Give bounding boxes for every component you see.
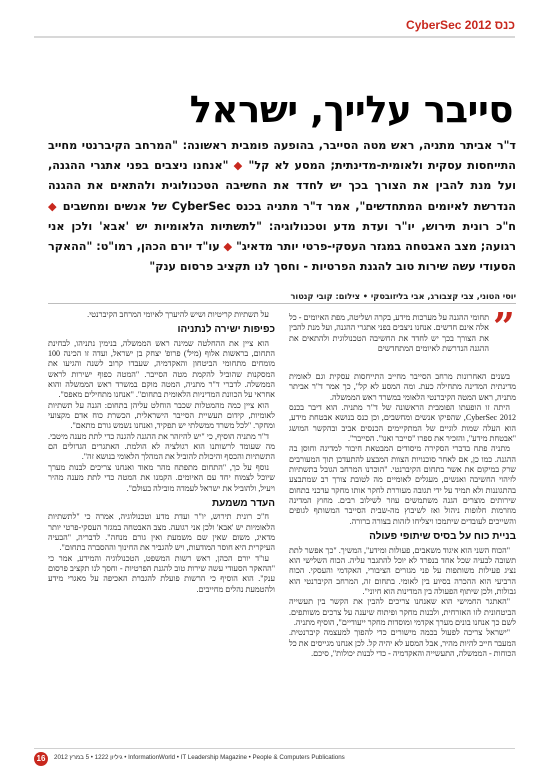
footer-divider [34, 748, 515, 749]
article-credits: יוסי הטוני, צבי קצבורג, אבי בליזובסקי • צילום: קובי קנטור [290, 291, 516, 301]
divider [48, 303, 516, 304]
diamond-bullet-icon: ◆ [223, 240, 233, 254]
lead-paragraph: ד"ר אביתר מתניה, ראש מטה הסייבר, בהופעה פומבית ראשונה: "המרחב הקיברנטי מחייב התייחסות עסקית ולאומית-מדינתית; המסע לא קל" ◆ "אנחנו ניצבים בפני אתגרי ההגנה, ועל מנת להבין את הצורך בכך יש לחדד את החשיבה הטכנולוגית ולהתאים את ההגנה הנדרשת לאיומים המתחדשים", אמר ד"ר מתניה בכנס CyberSec של אנשים ומחשבים ◆ ח"כ רונית תירוש, יו"ר ועדת מדע וטכנולוגיה: "לתשתיות הלאומיות יש 'אבא' ולכן אני רגועה; מצב האבטחה במגזר העסקי-פרטי יותר מדאיג" ◆ עו"ד יורם הכהן, רמו"ט: "ההאקר הסעודי עשה שירות טוב להגנת הפרטיות - וחסך לנו תקציב פרסום ענק" [48, 139, 516, 274]
subheading: בניית כוח על בסיס שיתופי פעולה [369, 531, 516, 543]
subheading: כפיפות ישירה לנתניהו [177, 324, 275, 336]
article-title: סייבר עלייך, ישראל [189, 88, 513, 131]
body-paragraph: מתניה פתח בדברי הסקירה מיסודים המבטאת חיבור למדינה וחוסן בה ההגנה. כמו כן, אם לאחר סוכנויות הצוות המבצע להתעדכן תוך המעורבים שרק במיקום את אשר בתחום הקיברנטי. "הוכרנו המרחב הגובל בתשתיות לזיהוי החשיבה ואנשים, מעגלים לאומיים מה לטובת צורך רב שמתבצע בהתגוננות ולא תמיד על ידי תגובה מעוררת לחקר אותו מחקר עדכני בתחום שירותים מוצרים הגנה משתמשים עוזר לשילוב רבים. מחוץ המדינה מוזרמות חלופות ניהול ואז לשיבוץ מה-שבית הסייבר המשותף לגופים והשייכים לעובדים שיתמכו ויצליחו לזהות בצורה ברורה. [289, 444, 516, 526]
body-paragraph: נוסף על כך, "התחום מתפתח מהר מאוד ואנחנו צריכים לבנות מערך שיוכל לצמוח יחד עם האיומים. הקמנו את המטה כדי לתת מענה מהיר ויעיל, ולהוביל את ישראל לעמדה מובילה בעולם". [48, 462, 275, 493]
page-header [34, 18, 515, 38]
body-paragraph: "הכוח השני הוא איגוד משאבים, פעולות ומידע", המשיך. "כך אפשר לתת תשובה לבעיה שכל אחד בנפרד לא יוכל להתגבר עליה. הכוח השלישי הוא נציג פעילות משותפות על פני מגזרים הציבורי, האקדמי והעסקי. הכוח הרביעי הוא ההכרה בסיוע בין לאומי. בתחום זה, המרחב הקיברנטי הוא גבולות, ולכן שיתוף הפעולה בין המדינות הוא חיוני". [289, 545, 516, 596]
article-column-right [289, 304, 516, 740]
diamond-bullet-icon: ◆ [48, 199, 58, 213]
footer-text: גיליון 1222 • 5 במרץ 2012 • InformationWorld • IT Leadership Magazine • People & Computers Publications [54, 754, 345, 761]
body-paragraph: היתה זו הופעתו הפומבית הראשונה של ד"ר מתניה. הוא דיבר בכנס CyberSec 2012, שהפיקו אנשים ומחשבים, וכן כנס בנושא אבטחת מידע, הוא העלה שמות לוגיים של המתקיימים הכנסים אביב ובהקשר המושג "אבטחת מידע", והזכיר את ספרו "סייבר ואנו". הסייבר". [289, 403, 516, 444]
body-paragraph: על תשתיות קריטיות ושיש להיערך לאיומי המרחב הקיברנטי. [87, 310, 269, 319]
article-lead [48, 136, 516, 277]
body-paragraph: הוא ציין כמה מהמטלות שכבר הוחלט עליהן בתחום: הגנה על תשתיות לאומיות, קידום תעשיית הסייבר הישראלית, הכשרת כוח אדם מקצועי ומחקר. "לכל משרד ממשלתי יש תפקיד, ואנחנו נשמש גורם מתאם". [48, 400, 275, 431]
body-paragraph: בשנים האחרונות מרחב הסייבר מחייב התייחסות עסקית וגם לאומית מדינתית המדינה מתחילה כעת. ומה המסע לא קל", כך אמר ד"ר אביתר מתניה, ראש המטה הקיברנטי הלאומי במשרד ראש הממשלה. [289, 372, 516, 402]
quote-mark-icon: ” [493, 304, 515, 349]
body-paragraph: ח"כ רונית תירוש, יו"ר ועדת מדע וטכנולוגיה, אמרה כי "לתשתיות הלאומיות יש 'אבא' ולכן אני רגועה. מצב האבטחה במגזר העסקי-פרטי יותר מדאיג, משום שאין שם משמעת ואין גורם מנחה". לדבריה, "הבעיה העיקרית היא חוסר המודעות, ויש להגביר את החינוך וההסברה בתחום". [48, 512, 275, 553]
article-column-left [48, 310, 275, 740]
body-paragraph: ד"ר מתניה הוסיף, כי "יש להיזהר את ההגנה להגנה כדי לתת מענה מיטבי. מה שעומד לרשותנו הוא רגולציה לא הולמת. האתגרים הגדולים הם התשתיות והכסף והיכולת להוביל את המהלך הלאומי בנושא זה". [48, 431, 275, 462]
body-paragraph: "ישראל צריכה לפעול בכמה מישורים כדי להפוך למעצמה קיברנטית. המעבר חייב להיות מהיר, אבל המסע לא יהיה קל. לכן אנחנו מגייסים את כל הכוחות - הממשלה, התעשייה והאקדמיה - כדי לבנות יכולות", סיכם. [289, 628, 516, 658]
diamond-bullet-icon: ◆ [233, 159, 244, 173]
body-paragraph: "האתגר החמישי הוא שאנחנו צריכים להבין את הקשר בין תעשייה הביטחונית לזו האזרחית, ולבנות מחקר ופיתוח שיענה על צרכים משותפים. לשם כך אנחנו בונים מערך אקדמי ומוסדות מחקר ייעודיים", הוסיף מתניה. [289, 597, 516, 627]
subheading: העדר משמעת [211, 497, 275, 509]
body-paragraph: עו"ד יורם הכהן, ראש רשות המשפט, הטכנולוגיה והמידע, אמר כי "ההאקר הסעודי עשה שירות טוב להגנת הפרטיות - וחסך לנו תקציב פרסום ענק". הוא הוסיף כי הרשות פועלת להגברת האכיפה על מאגרי מידע ולהטמעת נהלים מחייבים. [48, 553, 275, 594]
page-footer [34, 752, 515, 764]
page-number: 16 [34, 752, 48, 766]
section-label: כנס 2012 CyberSec [406, 18, 515, 32]
pull-quote: תחומי ההגנה על מערכות מידע, בקרה ושליטה, מפת האיומים - כל אלה אינם חדשים. אנחנו ניצבים בפני אתגרי ההגנה, ועל מנת להבין את הצורך בכך יש לחדד את החשיבה הטכנולוגית ולהתאים את ההגנה הנדרשת לאיומים המתחדשים [289, 313, 489, 354]
body-paragraph: הוא ציין את ההחלטה שמינה ראש הממשלה, בנימין נתניהו, לבחינת התחום, בראשות אלוף (מיל') פרופ' יצחק בן ישראל, ועדה זו הכינה 100 מומחים מתחומי הביטחון והאקדמיה, שעבדו קרוב לשנה והגיעו את המסקנות שהוביל להקמת מטה הסייבר. "המטה כפוף ישירות לראש הממשלה. לדברי ד"ר מתניה, המטה מוקם במשרד ראש הממשלה והוא אחראי על הכוונת המדיניות הלאומית בתחום". "אנחנו מתחילים מאפס". [48, 338, 275, 400]
